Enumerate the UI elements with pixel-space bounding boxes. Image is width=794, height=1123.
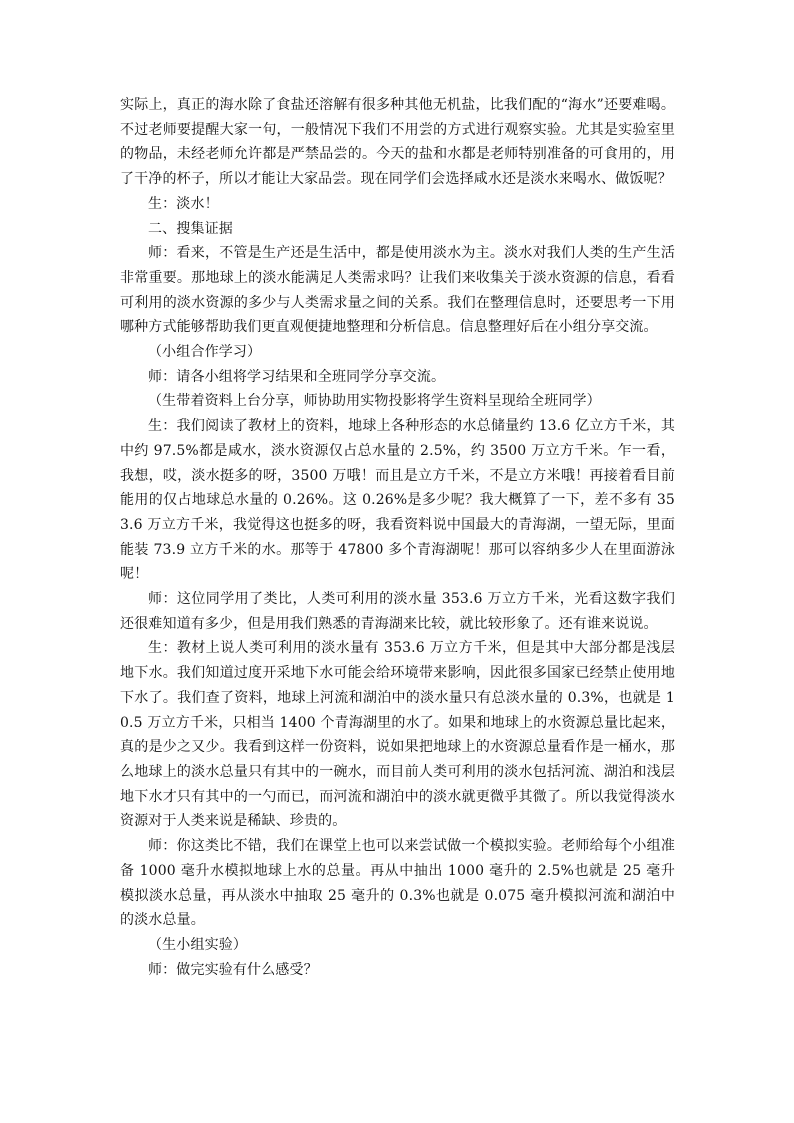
paragraph-note: （生带着资料上台分享，师协助用实物投影将学生资料呈现给全班同学） [148, 393, 601, 410]
paragraph-teacher: 师：做完实验有什么感受？ [148, 961, 318, 978]
section-heading: 二、搜集证据 [148, 220, 233, 237]
paragraph-continuation: 实际上，真正的海水除了食盐还溶解有很多种其他无机盐，比我们配的“海水”还要难喝。不过老师要提醒大家一句，一般情况下我们不用尝的方式进行观察实验。尤其是实验室里的物品，未经老师允许都是严禁品尝的。今天的盐和水都是老师特别准备的可食用的，用了干净的杯子，所以才能让大家品尝。现在同学们会选择咸水还是淡水来喝水、做饭呢？ [120, 97, 675, 188]
paragraph-student: 生：教材上说人类可利用的淡水量有 353.6 万立方千米，但是其中大部分都是浅层地下水。我们知道过度开采地下水可能会给环境带来影响，因此很多国家已经禁止使用地下水了。我们查了资料，地球上河流和湖泊中的淡水量只有总淡水量的 0.3%，也就是 10.5 万立方千米，只相当 1400 个青海湖里的水了。如果和地球上的水资源总量比起来，真的是少之又少。我看到这样一份资料，说如果把地球上的水资源总量看作是一桶水，那么地球上的淡水总量只有其中的一碗水，而目前人类可利用的淡水包括河流、湖泊和浅层地下水才只有其中的一勺而已，而河流和湖泊中的淡水就更微乎其微了。所以我觉得淡水资源对于人类来说是稀缺、珍贵的。 [120, 640, 675, 830]
paragraph-note: （小组合作学习） [148, 344, 262, 361]
paragraph-teacher: 师：请各小组将学习结果和全班同学分享交流。 [148, 368, 446, 385]
paragraph-teacher: 师：看来，不管是生产还是生活中，都是使用淡水为主。淡水对我们人类的生产生活非常重要。那地球上的淡水能满足人类需求吗？让我们来收集关于淡水资源的信息，看看可利用的淡水资源的多少与人类需求量之间的关系。我们在整理信息时，还要思考一下用哪种方式能够帮助我们更直观便捷地整理和分析信息。信息整理好后在小组分享交流。 [120, 245, 675, 336]
paragraph-student: 生：我们阅读了教材上的资料，地球上各种形态的水总储量约 13.6 亿立方千米，其中约 97.5%都是咸水，淡水资源仅占总水量的 2.5%，约 3500 万立方千米。乍一看，我想，哎，淡水挺多的呀，3500 万哦！而且是立方千米，不是立方米哦！再接着看目前能用的仅占地球总水量的 0.26%。这 0.26%是多少呢？我大概算了一下，差不多有 353.6 万立方千米，我觉得这也挺多的呀，我看资料说中国最大的青海湖，一望无际，里面能装 73.9 立方千米的水。那等于 47800 多个青海湖呢！那可以容纳多少人在里面游泳呢！ [120, 418, 675, 583]
document-page [120, 93, 675, 982]
paragraph-student-answer: 生：淡水！ [148, 195, 219, 212]
paragraph-teacher: 师：你这类比不错，我们在课堂上也可以来尝试做一个模拟实验。老师给每个小组准备 1000 毫升水模拟地球上水的总量。再从中抽出 1000 毫升的 2.5%也就是 25 毫升模拟淡水总量，再从淡水中抽取 25 毫升的 0.3%也就是 0.075 毫升模拟河流和湖泊中的淡水总量。 [120, 838, 675, 929]
paragraph-note: （生小组实验） [148, 936, 248, 953]
paragraph-teacher: 师：这位同学用了类比，人类可利用的淡水量 353.6 万立方千米，光看这数字我们还很难知道有多少，但是用我们熟悉的青海湖来比较，就比较形象了。还有谁来说说。 [120, 591, 675, 632]
